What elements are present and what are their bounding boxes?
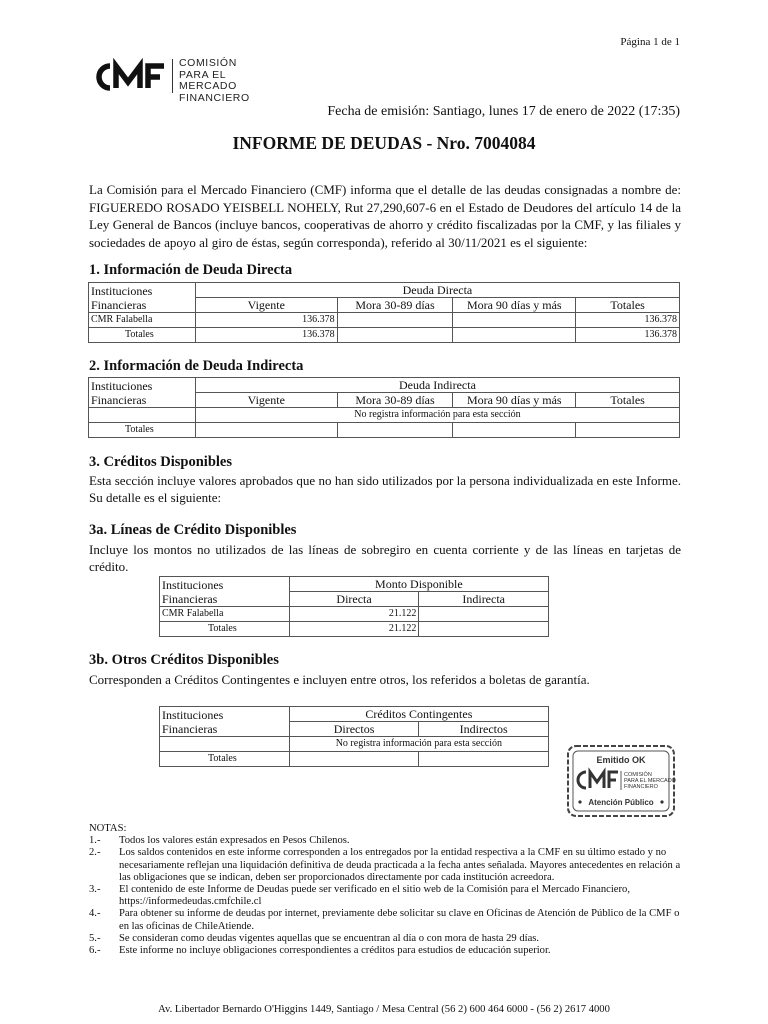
row-directa: 21.122 bbox=[289, 607, 419, 622]
totals-row bbox=[89, 328, 680, 343]
totals-row bbox=[89, 423, 680, 438]
stamp-top-text: Emitido OK bbox=[596, 755, 646, 765]
no-info-message: No registra información para esta sección bbox=[289, 737, 548, 752]
table-row bbox=[160, 607, 549, 622]
report-title: INFORME DE DEUDAS - Nro. 7004084 bbox=[232, 133, 536, 153]
row-institution: CMR Falabella bbox=[160, 607, 290, 622]
col-totales: Totales bbox=[576, 298, 680, 313]
list-item: 2.- Los saldos contenidos en este informe corresponden a los entregados por la entidad respectiva a la CMF en su último estado y no necesariamente reflejan una liquidación definitiva de deuda practicada a la fecha antes señalada. Mayores antecedentes en relación a las obligaciones que se indican, deben ser proporcionados directamente por cada institución acreedora. bbox=[89, 847, 681, 883]
direct-debt-table bbox=[88, 282, 680, 343]
no-info-message: No registra información para esta sección bbox=[195, 408, 679, 423]
col-vigente: Vigente bbox=[195, 393, 337, 408]
col-mora-30-89: Mora 30-89 días bbox=[337, 393, 453, 408]
totals-directa: 21.122 bbox=[289, 622, 419, 637]
totals-row bbox=[160, 752, 549, 767]
col-inst-2: Financieras bbox=[89, 298, 196, 313]
totals-label: Totales bbox=[89, 328, 196, 343]
svg-text:FINANCIERO: FINANCIERO bbox=[624, 784, 658, 790]
page-number: Página 1 de 1 bbox=[620, 36, 680, 48]
col-directos: Directos bbox=[289, 722, 419, 737]
section3b-heading: 3b. Otros Créditos Disponibles bbox=[89, 652, 279, 668]
group-header: Deuda Indirecta bbox=[195, 378, 679, 393]
svg-text:PARA EL MERCADO: PARA EL MERCADO bbox=[624, 778, 676, 784]
notes-section bbox=[89, 823, 689, 957]
logo-wordmark: COMISIÓN PARA EL MERCADO FINANCIERO bbox=[179, 57, 250, 104]
col-directa: Directa bbox=[289, 592, 419, 607]
section3-text: Esta sección incluye valores aprobados que no han sido utilizados por la persona individualizada en este Informe. Su detalle es el siguiente: bbox=[89, 473, 681, 505]
col-inst-1: Instituciones bbox=[89, 283, 196, 298]
stamp-icon bbox=[566, 744, 676, 818]
col-mora-30-89: Mora 30-89 días bbox=[337, 298, 453, 313]
col-indirectos: Indirectos bbox=[419, 722, 549, 737]
row-vigente: 136.378 bbox=[195, 313, 337, 328]
col-inst-2: Financieras bbox=[160, 592, 290, 607]
notes-title: NOTAS: bbox=[89, 823, 127, 834]
stamp-bottom-text: Atención Público bbox=[588, 798, 654, 807]
indirect-debt-table bbox=[88, 377, 680, 438]
totals-total: 136.378 bbox=[576, 328, 680, 343]
row-institution: CMR Falabella bbox=[89, 313, 196, 328]
col-inst-1: Instituciones bbox=[160, 707, 290, 722]
footer-address: Av. Libertador Bernardo O'Higgins 1449, Santiago / Mesa Central (56 2) 600 464 6000 - (56 2) 2617 4000 bbox=[158, 1004, 610, 1015]
logo-divider bbox=[172, 59, 173, 93]
col-mora-90: Mora 90 días y más bbox=[453, 298, 576, 313]
intro-paragraph: La Comisión para el Mercado Financiero (CMF) informa que el detalle de las deudas consignadas a nombre de: FIGUEREDO ROSADO YEISBELL NOHELY, Rut 27,290,607-6 en el Estado de Deudores del artículo 14 de la Ley General de Bancos (incluye bancos, cooperativas de ahorro y crédito fiscalizadas por la CMF, y las filiales y sociedades de apoyo al giro de éstas, según corresponda), referido al 30/11/2021 es el siguiente: bbox=[89, 182, 681, 250]
col-mora-90: Mora 90 días y más bbox=[453, 393, 576, 408]
col-inst-1: Instituciones bbox=[160, 577, 290, 592]
section3a-heading: 3a. Líneas de Crédito Disponibles bbox=[89, 522, 297, 538]
totals-label: Totales bbox=[160, 622, 290, 637]
col-vigente: Vigente bbox=[195, 298, 337, 313]
section1-heading: 1. Información de Deuda Directa bbox=[89, 262, 293, 278]
section3-heading: 3. Créditos Disponibles bbox=[89, 454, 233, 470]
list-item: 6.- Este informe no incluye obligaciones correspondientes a créditos para estudios de educación superior. bbox=[89, 945, 551, 957]
row-total: 136.378 bbox=[576, 313, 680, 328]
section3a-text: Incluye los montos no utilizados de las líneas de sobregiro en cuenta corriente y de las líneas en tarjetas de crédito. bbox=[89, 542, 681, 574]
emitido-ok-stamp bbox=[566, 744, 676, 818]
col-totales: Totales bbox=[576, 393, 680, 408]
list-item: 1.- Todos los valores están expresados en Pesos Chilenos. bbox=[89, 835, 350, 847]
totals-row bbox=[160, 622, 549, 637]
col-indirecta: Indirecta bbox=[419, 592, 549, 607]
group-header: Créditos Contingentes bbox=[289, 707, 548, 722]
col-inst-2: Financieras bbox=[89, 393, 196, 408]
section3b-text: Corresponden a Créditos Contingentes e incluyen entre otros, los referidos a boletas de garantía. bbox=[89, 672, 590, 687]
col-inst-1: Instituciones bbox=[89, 378, 196, 393]
list-item: 5.- Se consideran como deudas vigentes aquellas que se encuentran al día o con mora de hasta 29 días. bbox=[89, 932, 540, 944]
totals-label: Totales bbox=[160, 752, 290, 767]
group-header: Deuda Directa bbox=[195, 283, 679, 298]
table-row bbox=[89, 313, 680, 328]
totals-label: Totales bbox=[89, 423, 196, 438]
emission-date: Fecha de emisión: Santiago, lunes 17 de enero de 2022 (17:35) bbox=[327, 104, 680, 119]
col-inst-2: Financieras bbox=[160, 722, 290, 737]
section2-heading: 2. Información de Deuda Indirecta bbox=[89, 358, 304, 374]
cmf-logo bbox=[92, 57, 250, 104]
other-credits-table bbox=[159, 706, 549, 767]
list-item: 3.- El contenido de este Informe de Deudas puede ser verificado en el sitio web de la Comisión para el Mercado Financiero, https://informedeudas.cmfchile.cl bbox=[89, 884, 630, 908]
cmf-logo-icon bbox=[92, 58, 172, 94]
credit-lines-table bbox=[159, 576, 549, 637]
totals-vigente: 136.378 bbox=[195, 328, 337, 343]
group-header: Monto Disponible bbox=[289, 577, 548, 592]
list-item: 4.- Para obtener su informe de deudas por internet, previamente debe solicitar su clave en Oficinas de Atención de Público de la CMF o en las oficinas de ChileAtiende. bbox=[89, 908, 680, 932]
svg-text:COMISIÓN: COMISIÓN bbox=[624, 772, 652, 778]
